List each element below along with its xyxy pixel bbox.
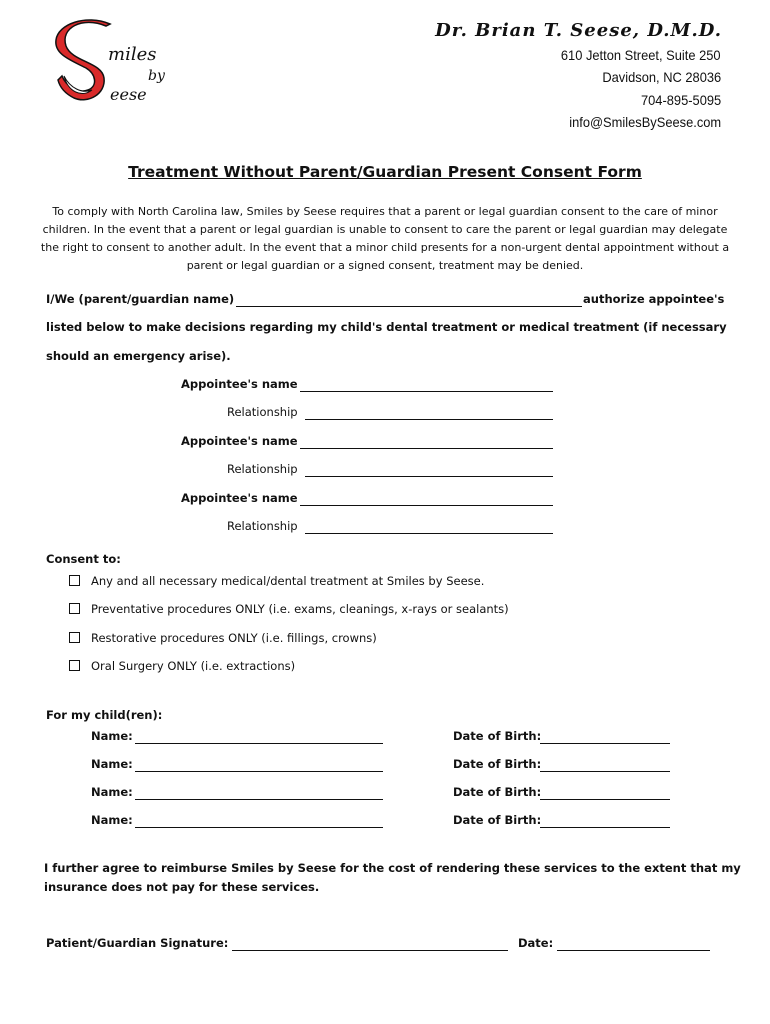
- doctor-name: Dr. Brian T. Seese, D.M.D.: [435, 20, 722, 41]
- child-name-field[interactable]: [135, 771, 383, 772]
- appointee-name-label: Appointee's name: [181, 491, 298, 505]
- relationship-field[interactable]: [305, 419, 553, 420]
- child-name-field[interactable]: [135, 799, 383, 800]
- child-dob-field[interactable]: [540, 743, 670, 744]
- parent-name-field[interactable]: [236, 306, 582, 307]
- child-name-field[interactable]: [135, 743, 383, 744]
- intro-paragraph: To comply with North Carolina law, Smiles by Seese requires that a parent or legal guardian consent to the care of minor children. In the event that a parent or legal guardian is unable to consent to care the parent or legal guardian may delegate the right to consent to another adult. In the event that a minor child presents for a non-urgent dental appointment without a parent or legal guardian or a signed consent, treatment may be denied.: [40, 205, 730, 272]
- child-name-label: Name:: [91, 813, 133, 827]
- consent-checkbox[interactable]: [69, 632, 80, 643]
- child-name-field[interactable]: [135, 827, 383, 828]
- appointee-name-label: Appointee's name: [181, 434, 298, 448]
- child-name-label: Name:: [91, 785, 133, 799]
- signature-label: Patient/Guardian Signature:: [46, 936, 229, 950]
- appointee-name-label: Appointee's name: [181, 377, 298, 391]
- child-dob-label: Date of Birth:: [453, 757, 542, 771]
- consent-option-label: Restorative procedures ONLY (i.e. fillings, crowns): [91, 631, 377, 645]
- child-dob-field[interactable]: [540, 827, 670, 828]
- consent-option-label: Any and all necessary medical/dental treatment at Smiles by Seese.: [91, 574, 485, 588]
- relationship-label: Relationship: [227, 462, 298, 476]
- appointee-name-field[interactable]: [300, 391, 553, 392]
- relationship-field[interactable]: [305, 533, 553, 534]
- signature-field[interactable]: [232, 950, 508, 951]
- consent-option-label: Preventative procedures ONLY (i.e. exams, cleanings, x-rays or sealants): [91, 602, 509, 616]
- authorize-line3: should an emergency arise).: [46, 349, 231, 363]
- logo-text-eese: eese: [110, 85, 147, 104]
- phone-number: 704-895-5095: [640, 92, 721, 108]
- parent-name-label: I/We (parent/guardian name): [46, 292, 235, 306]
- agreement-line2: insurance does not pay for these services.: [44, 880, 320, 894]
- date-field[interactable]: [557, 950, 710, 951]
- form-title: Treatment Without Parent/Guardian Present Consent Form: [128, 163, 642, 181]
- consent-checkbox[interactable]: [69, 660, 80, 671]
- consent-checkbox[interactable]: [69, 603, 80, 614]
- children-heading: For my child(ren):: [46, 708, 163, 722]
- smiles-by-seese-logo: [52, 18, 182, 118]
- child-dob-label: Date of Birth:: [453, 785, 542, 799]
- child-dob-label: Date of Birth:: [453, 729, 542, 743]
- child-name-label: Name:: [91, 757, 133, 771]
- consent-checkbox[interactable]: [69, 575, 80, 586]
- child-dob-field[interactable]: [540, 771, 670, 772]
- date-label: Date:: [518, 936, 554, 950]
- logo-text-miles: miles: [108, 44, 157, 65]
- logo-text-by: by: [148, 68, 165, 84]
- consent-option-label: Oral Surgery ONLY (i.e. extractions): [91, 659, 296, 673]
- appointee-name-field[interactable]: [300, 448, 553, 449]
- relationship-field[interactable]: [305, 476, 553, 477]
- address-line2: Davidson, NC 28036: [602, 69, 721, 85]
- authorize-line2: listed below to make decisions regarding my child's dental treatment or medical treatment (if necessary: [46, 320, 727, 334]
- authorize-suffix: authorize appointee's: [583, 292, 725, 306]
- relationship-label: Relationship: [227, 519, 298, 533]
- relationship-label: Relationship: [227, 405, 298, 419]
- address-line1: 610 Jetton Street, Suite 250: [561, 47, 721, 63]
- consent-heading: Consent to:: [46, 552, 121, 566]
- child-dob-label: Date of Birth:: [453, 813, 542, 827]
- appointee-name-field[interactable]: [300, 505, 553, 506]
- child-dob-field[interactable]: [540, 799, 670, 800]
- email-address[interactable]: info@SmilesBySeese.com: [569, 114, 721, 130]
- agreement-line1: I further agree to reimburse Smiles by Seese for the cost of rendering these services to the extent that my: [44, 861, 741, 875]
- child-name-label: Name:: [91, 729, 133, 743]
